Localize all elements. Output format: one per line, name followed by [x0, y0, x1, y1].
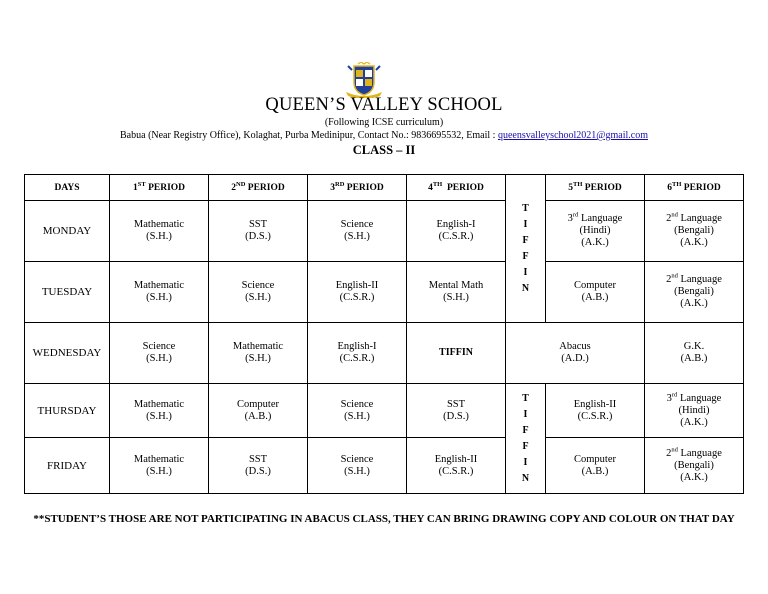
cell-thursday-p4: SST (D.S.): [407, 384, 506, 438]
header-period-1: 1ST PERIOD: [110, 175, 209, 201]
cell-thursday-p1: Mathematic (S.H.): [110, 384, 209, 438]
address-text: Babua (Near Registry Office), Kolaghat, Purba Medinipur, Contact No.: 9836695532, Email :: [120, 130, 498, 141]
cell-friday-p4: English-II (C.S.R.): [407, 438, 506, 494]
cell-thursday-p3: Science (S.H.): [308, 384, 407, 438]
cell-monday-p6: 2nd Language (Bengali) (A.K.): [645, 201, 744, 262]
row-friday: [25, 438, 744, 494]
cell-wednesday-p3: English-I (C.S.R.): [308, 323, 407, 384]
cell-tuesday-p5: Computer (A.B.): [546, 262, 645, 323]
day-thursday: THURSDAY: [25, 384, 110, 438]
day-monday: MONDAY: [25, 201, 110, 262]
cell-tuesday-p1: Mathematic (S.H.): [110, 262, 209, 323]
cell-friday-p5: Computer (A.B.): [546, 438, 645, 494]
day-wednesday: WEDNESDAY: [25, 323, 110, 384]
header-period-6: 6TH PERIOD: [645, 175, 744, 201]
cell-friday-p3: Science (S.H.): [308, 438, 407, 494]
school-crest-icon: [344, 62, 384, 98]
row-tuesday: [25, 262, 744, 323]
cell-wednesday-p2: Mathematic (S.H.): [209, 323, 308, 384]
cell-tuesday-p6: 2nd Language (Bengali) (A.K.): [645, 262, 744, 323]
cell-wednesday-abacus: Abacus (A.D.): [506, 323, 645, 384]
header-period-4: 4TH PERIOD: [407, 175, 506, 201]
tiffin-column-lower: T I F F I N: [506, 384, 546, 494]
cell-thursday-p5: English-II (C.S.R.): [546, 384, 645, 438]
day-tuesday: TUESDAY: [25, 262, 110, 323]
school-name: QUEEN’S VALLEY SCHOOL: [265, 95, 503, 115]
cell-friday-p6: 2nd Language (Bengali) (A.K.): [645, 438, 744, 494]
email-link[interactable]: queensvalleyschool2021@gmail.com: [497, 130, 648, 141]
header-period-5: 5TH PERIOD: [546, 175, 645, 201]
cell-friday-p2: SST (D.S.): [209, 438, 308, 494]
timetable: [24, 174, 744, 494]
header-period-2: 2ND PERIOD: [209, 175, 308, 201]
cell-wednesday-p1: Science (S.H.): [110, 323, 209, 384]
tiffin-column-upper: T I F F I N: [506, 175, 546, 323]
cell-tuesday-p4: Mental Math (S.H.): [407, 262, 506, 323]
cell-monday-p2: SST (D.S.): [209, 201, 308, 262]
header-period-3: 3RD PERIOD: [308, 175, 407, 201]
curriculum-subtitle: (Following ICSE curriculum): [324, 117, 444, 128]
row-monday: [25, 201, 744, 262]
cell-monday-p5: 3rd Language (Hindi) (A.K.): [546, 201, 645, 262]
cell-tuesday-p3: English-II (C.S.R.): [308, 262, 407, 323]
cell-friday-p1: Mathematic (S.H.): [110, 438, 209, 494]
cell-monday-p3: Science (S.H.): [308, 201, 407, 262]
header-row: [25, 175, 744, 201]
header-days: DAYS: [25, 175, 110, 201]
day-friday: FRIDAY: [25, 438, 110, 494]
cell-tuesday-p2: Science (S.H.): [209, 262, 308, 323]
cell-thursday-p6: 3rd Language (Hindi) (A.K.): [645, 384, 744, 438]
row-wednesday: [25, 323, 744, 384]
cell-thursday-p2: Computer (A.B.): [209, 384, 308, 438]
abacus-note: **STUDENT’S THOSE ARE NOT PARTICIPATING IN ABACUS CLASS, THEY CAN BRING DRAWING COPY AND COLOUR ON THAT DAY: [33, 513, 735, 525]
address-line: [0, 130, 768, 141]
cell-monday-p4: English-I (C.S.R.): [407, 201, 506, 262]
cell-wednesday-p6: G.K. (A.B.): [645, 323, 744, 384]
class-title: CLASS – II: [352, 143, 416, 157]
cell-monday-p1: Mathematic (S.H.): [110, 201, 209, 262]
row-thursday: [25, 384, 744, 438]
cell-wednesday-tiffin: TIFFIN: [407, 323, 506, 384]
